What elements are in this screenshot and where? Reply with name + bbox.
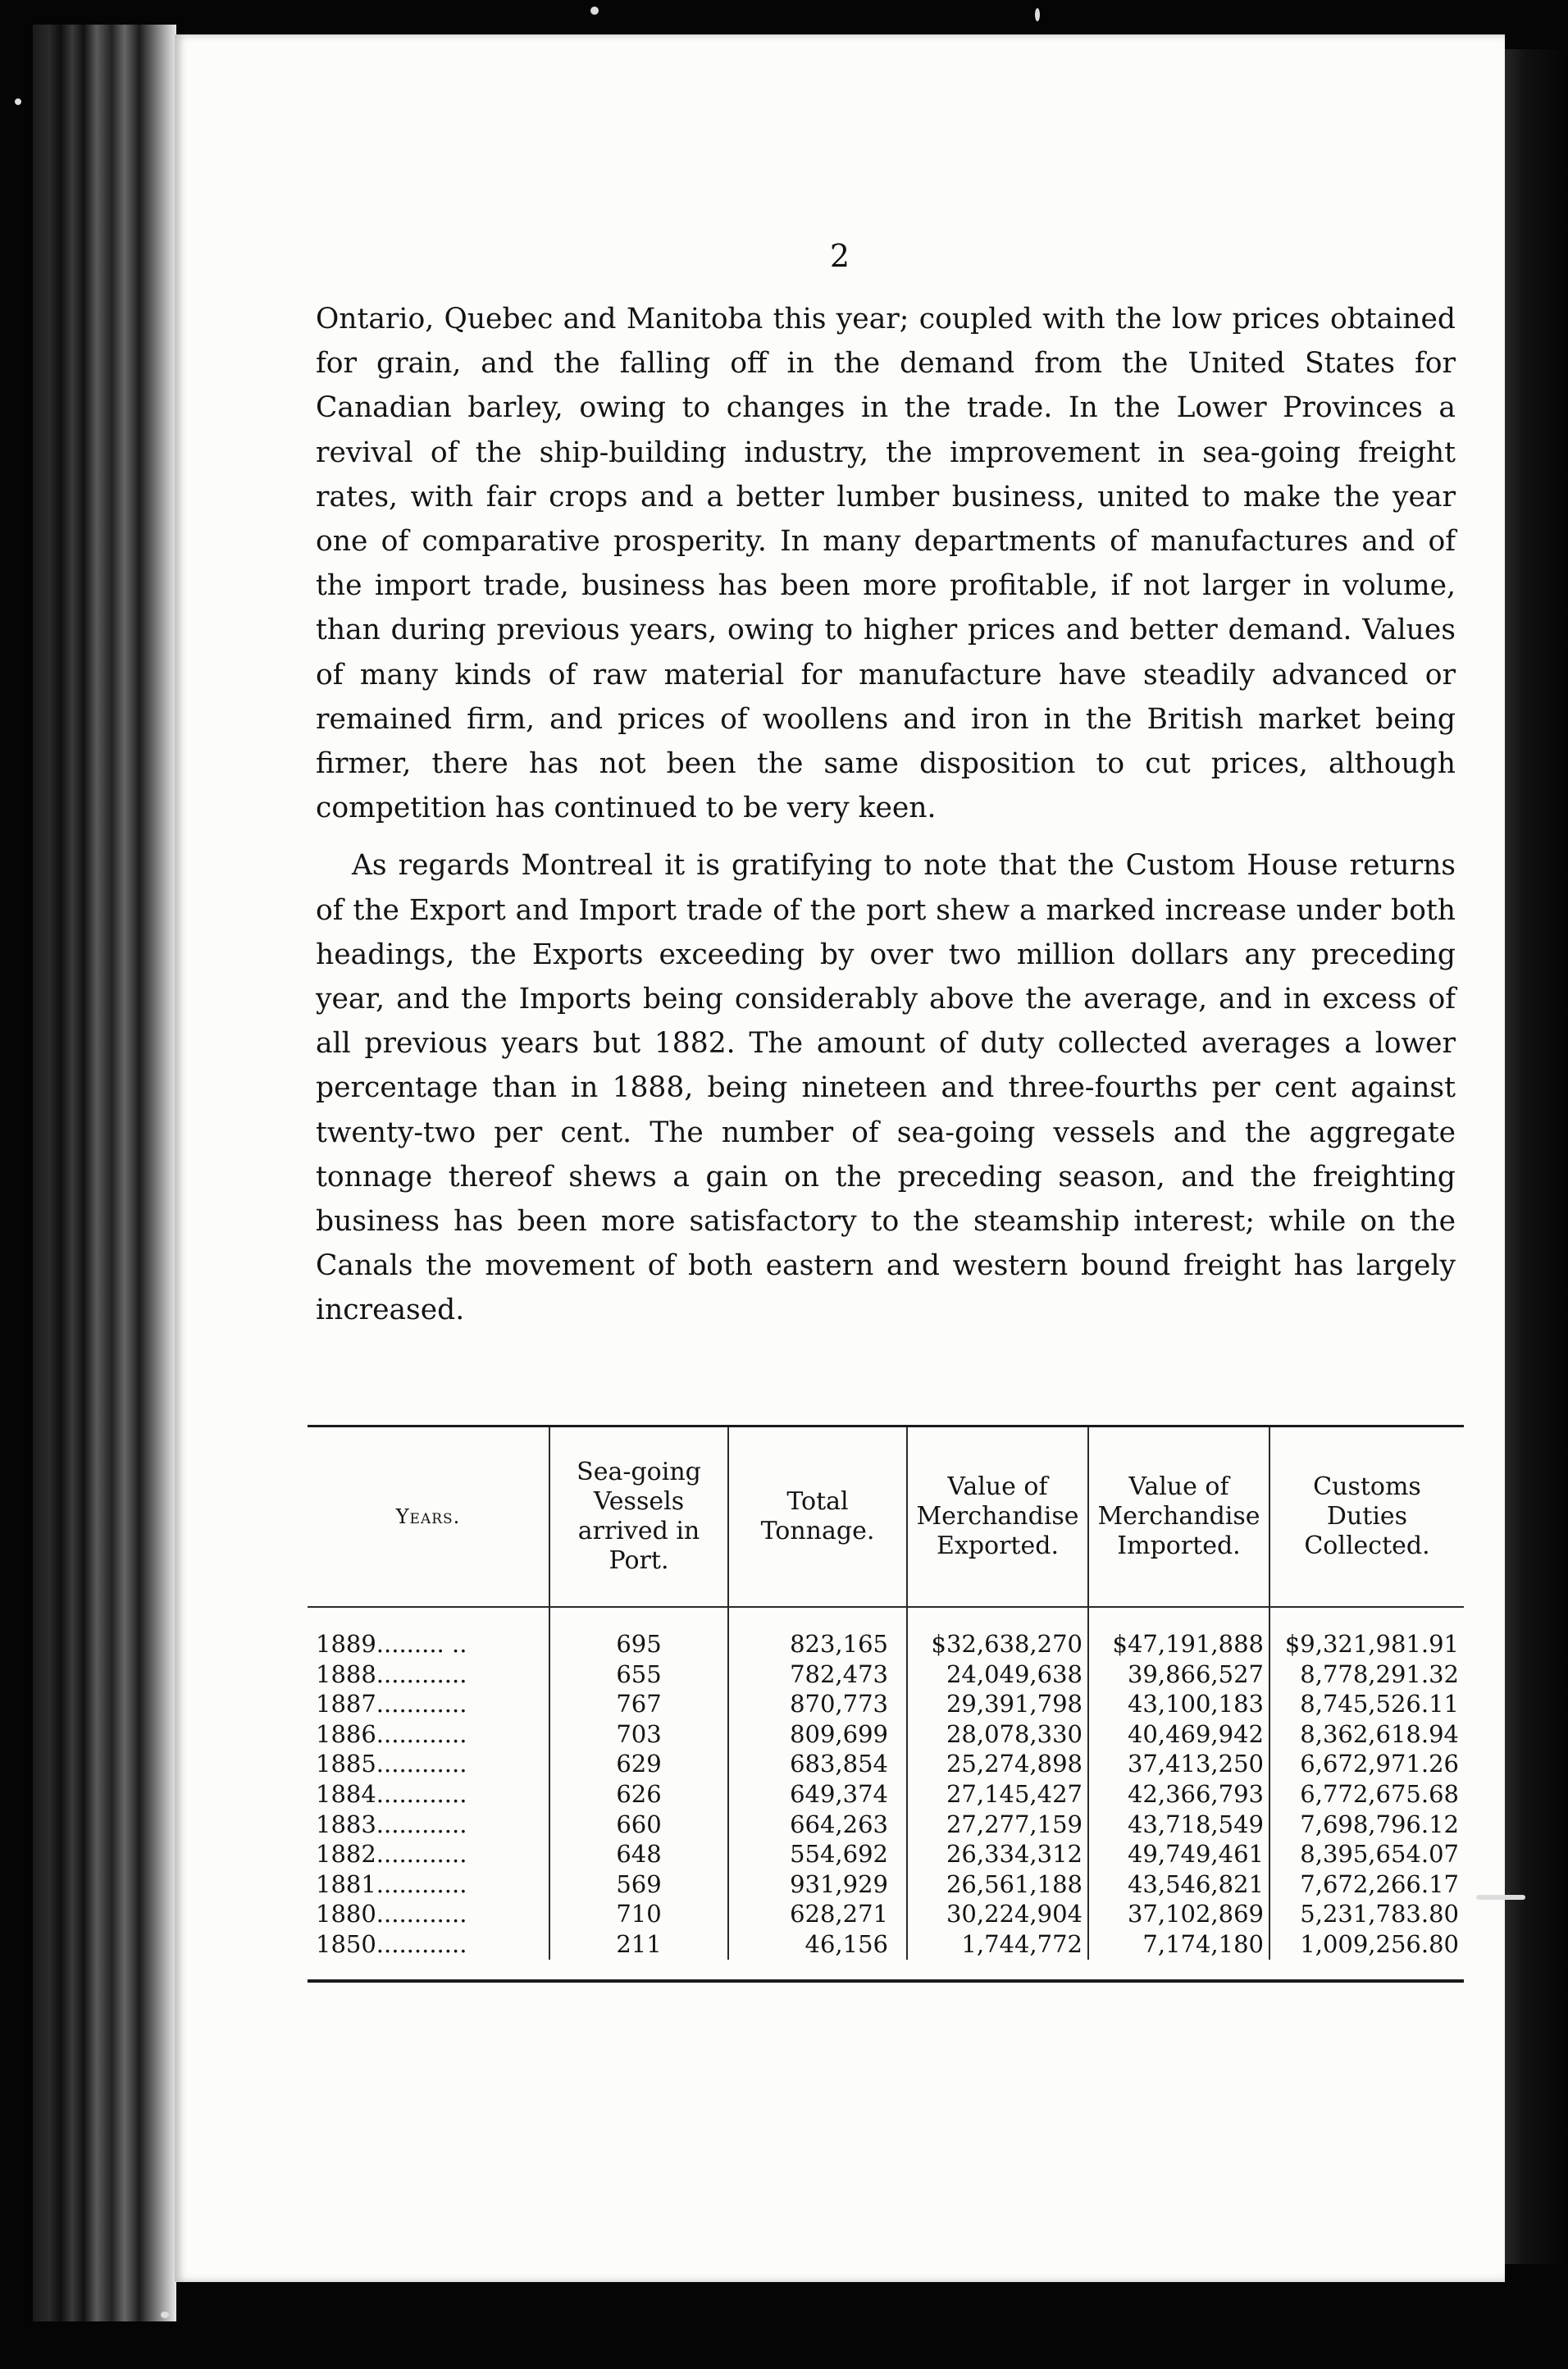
document-page bbox=[175, 34, 1505, 2282]
cell-tonnage: 683,854 bbox=[728, 1749, 907, 1779]
cell-year: 1880............ bbox=[316, 1900, 467, 1929]
cell-year: 1850............ bbox=[316, 1929, 467, 1958]
cell-vessels: 655 bbox=[549, 1659, 728, 1690]
table-bottom-rule bbox=[308, 1979, 1464, 1983]
cell-duties: 7,672,266.17 bbox=[1269, 1869, 1464, 1900]
cell-year: 1883............ bbox=[316, 1810, 467, 1838]
table-row bbox=[308, 1779, 1464, 1810]
cell-tonnage: 931,929 bbox=[728, 1869, 907, 1900]
table-row bbox=[308, 1689, 1464, 1719]
table-row bbox=[308, 1719, 1464, 1750]
cell-vessels: 703 bbox=[549, 1719, 728, 1750]
cell-year: 1886............ bbox=[316, 1719, 467, 1748]
cell-duties: 6,772,675.68 bbox=[1269, 1779, 1464, 1810]
table-row bbox=[308, 1749, 1464, 1779]
dust-speck bbox=[590, 7, 599, 15]
cell-duties: 1,009,256.80 bbox=[1269, 1929, 1464, 1960]
table-row bbox=[308, 1839, 1464, 1869]
cell-year: 1884............ bbox=[316, 1779, 467, 1808]
cell-vessels: 660 bbox=[549, 1810, 728, 1840]
cell-imported: 37,413,250 bbox=[1088, 1749, 1269, 1779]
cell-imported: 43,718,549 bbox=[1088, 1810, 1269, 1840]
cell-duties: 8,745,526.11 bbox=[1269, 1689, 1464, 1719]
cell-year: 1882............ bbox=[316, 1840, 467, 1869]
cell-exported: 27,277,159 bbox=[907, 1810, 1088, 1840]
cell-duties: 6,672,971.26 bbox=[1269, 1749, 1464, 1779]
table-row bbox=[308, 1929, 1464, 1960]
table-row bbox=[308, 1607, 1464, 1659]
cell-exported: 26,561,188 bbox=[907, 1869, 1088, 1900]
cell-imported: 37,102,869 bbox=[1088, 1899, 1269, 1929]
table-row bbox=[308, 1869, 1464, 1900]
cell-vessels: 710 bbox=[549, 1899, 728, 1929]
dust-speck bbox=[161, 2312, 169, 2318]
header-years: Years. bbox=[308, 1427, 549, 1607]
cell-tonnage: 870,773 bbox=[728, 1689, 907, 1719]
body-text bbox=[316, 297, 1456, 1333]
cell-year: 1885............ bbox=[316, 1750, 467, 1778]
cell-duties: 8,395,654.07 bbox=[1269, 1839, 1464, 1869]
cell-vessels: 629 bbox=[549, 1749, 728, 1779]
cell-vessels: 569 bbox=[549, 1869, 728, 1900]
cell-tonnage: 649,374 bbox=[728, 1779, 907, 1810]
cell-exported: 28,078,330 bbox=[907, 1719, 1088, 1750]
cell-tonnage: 554,692 bbox=[728, 1839, 907, 1869]
table-row bbox=[308, 1810, 1464, 1840]
cell-vessels: 648 bbox=[549, 1839, 728, 1869]
cell-vessels: 626 bbox=[549, 1779, 728, 1810]
cell-vessels: 767 bbox=[549, 1689, 728, 1719]
cell-duties: $9,321,981.91 bbox=[1269, 1607, 1464, 1659]
cell-vessels: 211 bbox=[549, 1929, 728, 1960]
header-imported: Value of Merchandise Imported. bbox=[1088, 1427, 1269, 1607]
cell-exported: 1,744,772 bbox=[907, 1929, 1088, 1960]
cell-duties: 7,698,796.12 bbox=[1269, 1810, 1464, 1840]
book-right-edge bbox=[1501, 49, 1568, 2264]
cell-exported: 25,274,898 bbox=[907, 1749, 1088, 1779]
cell-year: 1881............ bbox=[316, 1869, 467, 1898]
cell-imported: 7,174,180 bbox=[1088, 1929, 1269, 1960]
book-spine-edge bbox=[33, 25, 176, 2321]
cell-duties: 8,362,618.94 bbox=[1269, 1719, 1464, 1750]
trade-statistics-table-wrap bbox=[308, 1425, 1464, 1983]
cell-tonnage: 46,156 bbox=[728, 1929, 907, 1960]
dust-speck bbox=[15, 98, 21, 105]
cell-tonnage: 628,271 bbox=[728, 1899, 907, 1929]
cell-exported: $32,638,270 bbox=[907, 1607, 1088, 1659]
table-row bbox=[308, 1899, 1464, 1929]
cell-year: 1888............ bbox=[316, 1659, 467, 1688]
cell-imported: 43,100,183 bbox=[1088, 1689, 1269, 1719]
cell-imported: 40,469,942 bbox=[1088, 1719, 1269, 1750]
trade-statistics-table bbox=[308, 1427, 1464, 1960]
cell-exported: 26,334,312 bbox=[907, 1839, 1088, 1869]
cell-exported: 27,145,427 bbox=[907, 1779, 1088, 1810]
cell-year: 1887............ bbox=[316, 1690, 467, 1719]
dust-speck bbox=[1035, 8, 1040, 21]
header-exported: Value of Merchandise Exported. bbox=[907, 1427, 1088, 1607]
header-duties: Customs Duties Collected. bbox=[1269, 1427, 1464, 1607]
paragraph-2: As regards Montreal it is gratifying to note that the Custom House returns of the Export and Import trade of the port shew a marked increase under both headings, the Exports exceeding by over two million dollars any preceding year, and the Imports being considerably above the average, and in excess of all previous years but 1882. The amount of duty collected averages a lower percentage than in 1888, being nineteen and three-fourths per cent against twenty-two per cent. The number of sea-going vessels and the aggregate tonnage thereof shews a gain on the preceding season, and the freighting business has been more satisfactory to the steamship interest; while on the Canals the movement of both eastern and western bound freight has largely increased. bbox=[316, 849, 1456, 1327]
table-header-row bbox=[308, 1427, 1464, 1607]
cell-vessels: 695 bbox=[549, 1607, 728, 1659]
cell-year: 1889......... .. bbox=[316, 1630, 467, 1658]
cell-exported: 24,049,638 bbox=[907, 1659, 1088, 1690]
header-vessels: Sea-going Vessels arrived in Port. bbox=[549, 1427, 728, 1607]
page-number: 2 bbox=[829, 238, 850, 274]
cell-imported: 42,366,793 bbox=[1088, 1779, 1269, 1810]
cell-imported: 43,546,821 bbox=[1088, 1869, 1269, 1900]
header-tonnage: Total Tonnage. bbox=[728, 1427, 907, 1607]
cell-exported: 29,391,798 bbox=[907, 1689, 1088, 1719]
table-row bbox=[308, 1659, 1464, 1690]
cell-tonnage: 823,165 bbox=[728, 1607, 907, 1659]
cell-tonnage: 664,263 bbox=[728, 1810, 907, 1840]
cell-tonnage: 809,699 bbox=[728, 1719, 907, 1750]
paragraph-1: Ontario, Quebec and Manitoba this year; coupled with the low prices obtained for grain, and the falling off in the demand from the United States for Canadian barley, owing to changes in the trade. In the Lower Provinces a revival of the ship-building industry, the improvement in sea-going freight rates, with fair crops and a better lumber business, united to make the year one of comparative prosperity. In many departments of manufactures and of the import trade, business has been more profitable, if not larger in volume, than during previous years, owing to higher prices and better demand. Values of many kinds of raw material for manufacture have steadily advanced or remained firm, and prices of woollens and iron in the British market being firmer, there has not been the same disposition to cut prices, although competition has continued to be very keen. bbox=[316, 303, 1456, 825]
dust-speck bbox=[1476, 1895, 1525, 1900]
cell-tonnage: 782,473 bbox=[728, 1659, 907, 1690]
cell-imported: 39,866,527 bbox=[1088, 1659, 1269, 1690]
cell-duties: 5,231,783.80 bbox=[1269, 1899, 1464, 1929]
cell-imported: 49,749,461 bbox=[1088, 1839, 1269, 1869]
cell-exported: 30,224,904 bbox=[907, 1899, 1088, 1929]
cell-duties: 8,778,291.32 bbox=[1269, 1659, 1464, 1690]
cell-imported: $47,191,888 bbox=[1088, 1607, 1269, 1659]
